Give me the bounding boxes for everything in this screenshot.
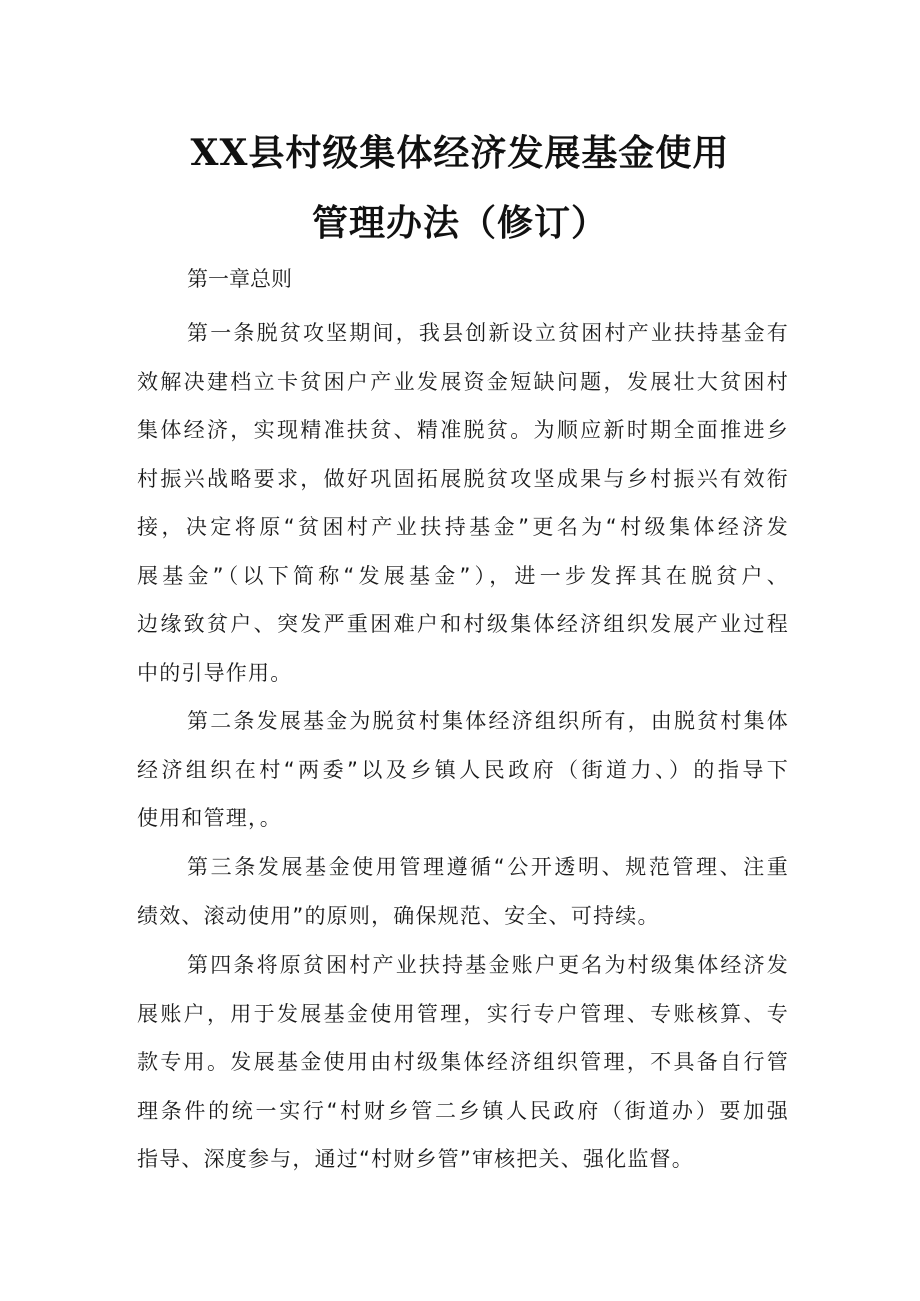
document-title-line-2: 管理办法（修订） [311,203,608,244]
paragraph-line: 指导、深度参与，通过“村财乡管”审核把关、强化监督。 [137,1147,694,1171]
chapter-heading: 第一章总则 [187,267,292,291]
paragraph-line: 展基金”（以下简称“发展基金”），进一步发挥其在脱贫户、 [137,563,789,588]
paragraph-line: 绩效、滚动使用”的原则，确保规范、安全、可持续。 [137,903,660,928]
paragraph-line: 第二条发展基金为脱贫村集体经济组织所有，由脱贫村集体 [187,709,789,733]
paragraph-line: 边缘致贫户、突发严重困难户和村级集体经济组织发展产业过程 [137,612,789,636]
paragraph-line: 中的引导作用。 [137,660,293,685]
paragraph-line: 使用和管理，。 [137,806,282,830]
paragraph-line: 效解决建档立卡贫困户产业发展资金短缺问题，发展壮大贫困村 [137,369,789,394]
paragraph-line: 村振兴战略要求，做好巩固拓展脱贫攻坚成果与乡村振兴有效衔 [137,466,789,491]
article-1-paragraph [137,309,789,697]
title-prefix: XX [190,132,249,174]
paragraph-line: 经济组织在村“两委”以及乡镇人民政府（街道力、）的指导下 [137,757,789,782]
paragraph-line: 理条件的统一实行“村财乡管二乡镇人民政府（街道办）要加强 [137,1098,789,1123]
paragraph-line: 款专用。发展基金使用由村级集体经济组织管理，不具备自行管 [137,1050,789,1074]
document-title-line-1 [0,133,920,174]
article-2-paragraph [137,697,789,843]
paragraph-line: 接，决定将原“贫困村产业扶持基金”更名为“村级集体经济发 [137,515,789,539]
paragraph-line: 第四条将原贫困村产业扶持基金账户更名为村级集体经济发 [187,953,789,977]
paragraph-line: 集体经济，实现精准扶贫、精准脱贫。为顺应新时期全面推进乡 [137,418,789,442]
paragraph-line: 第一条脱贫攻坚期间，我县创新设立贫困村产业扶持基金有 [187,321,789,345]
article-3-paragraph [137,843,789,940]
paragraph-line: 展账户，用于发展基金使用管理，实行专户管理、专账核算、专 [137,1001,789,1026]
article-4-paragraph [137,941,789,1184]
title-main: 县村级集体经济发展基金使用 [248,133,730,174]
paragraph-line: 第三条发展基金使用管理遵循“公开透明、规范管理、注重 [187,855,789,879]
